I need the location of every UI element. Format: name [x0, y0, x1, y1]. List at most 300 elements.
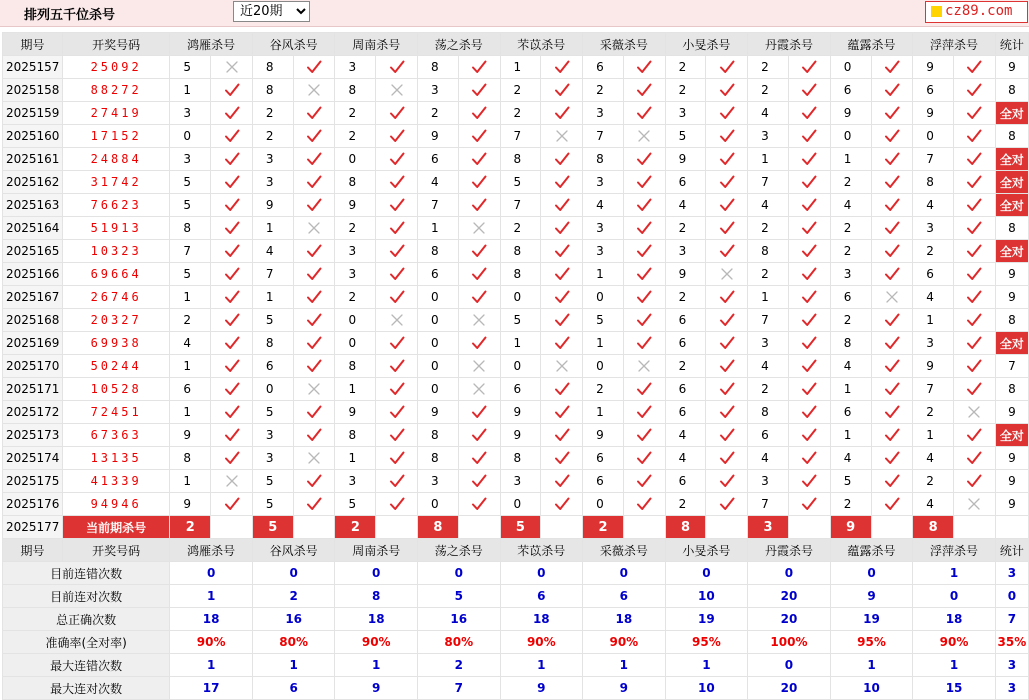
- check-icon: [706, 240, 748, 263]
- empty-cell: [706, 516, 748, 539]
- issue-number: 2025169: [3, 332, 63, 355]
- issue-number: 2025158: [3, 79, 63, 102]
- kill-number: 3: [665, 102, 706, 125]
- stats-value: 0: [500, 562, 583, 585]
- site-logo[interactable]: [925, 1, 1028, 23]
- row-stat: 8: [995, 378, 1028, 401]
- current-kill-number: 3: [748, 516, 789, 539]
- kill-number: 6: [830, 286, 871, 309]
- kill-number: 1: [748, 286, 789, 309]
- logo-text: cz89.com: [945, 3, 1013, 19]
- kill-number: 5: [335, 493, 376, 516]
- check-icon: [211, 148, 253, 171]
- kill-number: 0: [500, 355, 541, 378]
- check-icon: [293, 263, 335, 286]
- col-header-issue: 期号: [3, 33, 63, 56]
- kill-number: 2: [830, 171, 871, 194]
- kill-number: 3: [748, 332, 789, 355]
- kill-number: 4: [748, 194, 789, 217]
- kill-number: 2: [748, 263, 789, 286]
- cross-icon: [706, 263, 748, 286]
- kill-number: 4: [913, 493, 954, 516]
- check-icon: [293, 194, 335, 217]
- check-icon: [541, 401, 583, 424]
- kill-number: 1: [583, 263, 624, 286]
- stats-value: 9: [583, 677, 666, 700]
- stats-label: 总正确次数: [3, 608, 170, 631]
- check-icon: [458, 447, 500, 470]
- check-icon: [541, 148, 583, 171]
- empty-cell: [995, 516, 1028, 539]
- draw-number: 51913: [62, 217, 169, 240]
- kill-number: 3: [583, 217, 624, 240]
- check-icon: [788, 263, 830, 286]
- kill-number: 3: [252, 148, 293, 171]
- current-kill-row: [3, 516, 1029, 539]
- check-icon: [954, 194, 996, 217]
- draw-number: 17152: [62, 125, 169, 148]
- current-kill-number: 8: [417, 516, 458, 539]
- current-kill-number: 2: [170, 516, 211, 539]
- check-icon: [788, 309, 830, 332]
- kill-number: 7: [500, 125, 541, 148]
- stats-value: 1: [665, 654, 748, 677]
- cross-icon: [623, 125, 665, 148]
- table-row: [3, 194, 1029, 217]
- kill-number: 0: [417, 286, 458, 309]
- check-icon: [623, 424, 665, 447]
- check-icon: [376, 171, 418, 194]
- row-stat: 9: [995, 401, 1028, 424]
- check-icon: [706, 194, 748, 217]
- kill-number: 6: [583, 56, 624, 79]
- kill-number: 3: [170, 102, 211, 125]
- stats-value: 17: [170, 677, 253, 700]
- kill-number: 7: [252, 263, 293, 286]
- kill-number: 5: [252, 401, 293, 424]
- issue-number: 2025171: [3, 378, 63, 401]
- col-header-method: 周南杀号: [335, 33, 418, 56]
- check-icon: [293, 240, 335, 263]
- check-icon: [458, 470, 500, 493]
- cross-icon: [458, 309, 500, 332]
- check-icon: [541, 102, 583, 125]
- check-icon: [376, 493, 418, 516]
- cross-icon: [541, 125, 583, 148]
- kill-number: 6: [913, 79, 954, 102]
- kill-number: 0: [417, 378, 458, 401]
- stats-value: 16: [252, 608, 335, 631]
- kill-number: 3: [583, 102, 624, 125]
- check-icon: [623, 102, 665, 125]
- check-icon: [211, 493, 253, 516]
- check-icon: [954, 56, 996, 79]
- kill-number: 3: [748, 470, 789, 493]
- kill-number: 6: [665, 332, 706, 355]
- check-icon: [376, 355, 418, 378]
- kill-number: 2: [335, 102, 376, 125]
- current-kill-number: 2: [583, 516, 624, 539]
- kill-number: 6: [665, 378, 706, 401]
- check-icon: [211, 378, 253, 401]
- check-icon: [788, 470, 830, 493]
- check-icon: [954, 148, 996, 171]
- draw-number: 27419: [62, 102, 169, 125]
- check-icon: [376, 240, 418, 263]
- issue-number: 2025175: [3, 470, 63, 493]
- check-icon: [293, 102, 335, 125]
- check-icon: [788, 148, 830, 171]
- kill-number: 2: [500, 79, 541, 102]
- kill-number: 1: [170, 286, 211, 309]
- stats-value: 0: [583, 562, 666, 585]
- col-header-method: 谷风杀号: [252, 33, 335, 56]
- draw-number: 10323: [62, 240, 169, 263]
- kill-number: 2: [583, 79, 624, 102]
- kill-number: 3: [583, 171, 624, 194]
- kill-number: 1: [830, 148, 871, 171]
- issue-number: 2025160: [3, 125, 63, 148]
- check-icon: [871, 309, 913, 332]
- kill-number: 1: [170, 470, 211, 493]
- check-icon: [541, 217, 583, 240]
- issue-number: 2025167: [3, 286, 63, 309]
- table-row: [3, 148, 1029, 171]
- stats-value: 8: [335, 585, 418, 608]
- table-row: [3, 263, 1029, 286]
- logo-square-icon: [931, 6, 942, 17]
- cross-icon: [954, 401, 996, 424]
- check-icon: [293, 470, 335, 493]
- kill-number: 1: [170, 401, 211, 424]
- kill-number: 8: [417, 56, 458, 79]
- page-title: 排列五千位杀号: [24, 8, 116, 23]
- kill-number: 9: [913, 355, 954, 378]
- kill-number: 7: [748, 309, 789, 332]
- stats-value: 1: [335, 654, 418, 677]
- check-icon: [954, 332, 996, 355]
- check-icon: [871, 447, 913, 470]
- empty-cell: [293, 516, 335, 539]
- kill-number: 2: [665, 217, 706, 240]
- check-icon: [706, 447, 748, 470]
- check-icon: [623, 447, 665, 470]
- table-row: [3, 447, 1029, 470]
- stats-header-row: [3, 539, 1029, 562]
- stats-value: 1: [170, 585, 253, 608]
- check-icon: [541, 447, 583, 470]
- kill-number: 2: [748, 56, 789, 79]
- issue-number: 2025170: [3, 355, 63, 378]
- kill-number: 3: [335, 56, 376, 79]
- stats-value: 9: [335, 677, 418, 700]
- kill-number: 3: [335, 470, 376, 493]
- stats-total-value: 3: [995, 677, 1028, 700]
- check-icon: [623, 286, 665, 309]
- kill-number: 8: [170, 217, 211, 240]
- kill-number: 9: [252, 194, 293, 217]
- check-icon: [376, 102, 418, 125]
- check-icon: [458, 332, 500, 355]
- stats-value: 0: [417, 562, 500, 585]
- kill-number: 7: [500, 194, 541, 217]
- period-select[interactable]: [233, 1, 310, 22]
- issue-number: 2025166: [3, 263, 63, 286]
- check-icon: [458, 493, 500, 516]
- kill-number: 8: [583, 148, 624, 171]
- kill-number: 2: [913, 401, 954, 424]
- kill-number: 8: [500, 447, 541, 470]
- kill-number: 0: [830, 56, 871, 79]
- table-row: [3, 217, 1029, 240]
- check-icon: [788, 332, 830, 355]
- cross-icon: [871, 286, 913, 309]
- cross-icon: [954, 493, 996, 516]
- kill-number: 6: [913, 263, 954, 286]
- check-icon: [376, 332, 418, 355]
- kill-number: 3: [417, 79, 458, 102]
- check-icon: [623, 194, 665, 217]
- check-icon: [541, 378, 583, 401]
- stats-label: 目前连对次数: [3, 585, 170, 608]
- row-stat: 9: [995, 286, 1028, 309]
- check-icon: [623, 401, 665, 424]
- check-icon: [458, 194, 500, 217]
- kill-number: 1: [748, 148, 789, 171]
- kill-number: 8: [748, 240, 789, 263]
- kill-number: 4: [665, 424, 706, 447]
- check-icon: [871, 125, 913, 148]
- kill-number: 2: [417, 102, 458, 125]
- stats-value: 20: [748, 608, 831, 631]
- kill-number: 9: [500, 424, 541, 447]
- issue-number: 2025164: [3, 217, 63, 240]
- col-header-method: 鸿雁杀号: [170, 33, 253, 56]
- check-icon: [623, 378, 665, 401]
- kill-number: 9: [417, 125, 458, 148]
- kill-number: 1: [500, 56, 541, 79]
- check-icon: [293, 286, 335, 309]
- draw-number: 26746: [62, 286, 169, 309]
- stats-value: 1: [913, 562, 996, 585]
- col-header-method: 荡之杀号: [417, 33, 500, 56]
- kill-number: 1: [335, 447, 376, 470]
- check-icon: [541, 424, 583, 447]
- stats-value: 10: [665, 585, 748, 608]
- check-icon: [788, 240, 830, 263]
- check-icon: [871, 424, 913, 447]
- kill-number: 9: [913, 102, 954, 125]
- kill-number: 6: [417, 148, 458, 171]
- empty-cell: [623, 516, 665, 539]
- check-icon: [458, 263, 500, 286]
- stats-value: 1: [830, 654, 913, 677]
- check-icon: [788, 217, 830, 240]
- check-icon: [788, 447, 830, 470]
- stats-value: 2: [417, 654, 500, 677]
- stats-value: 10: [830, 677, 913, 700]
- draw-number: 24884: [62, 148, 169, 171]
- check-icon: [623, 217, 665, 240]
- kill-number: 8: [500, 148, 541, 171]
- kill-number: 3: [665, 240, 706, 263]
- row-stat: 9: [995, 263, 1028, 286]
- kill-number: 2: [665, 355, 706, 378]
- col-header-total: 统计: [995, 33, 1028, 56]
- kill-number: 9: [170, 424, 211, 447]
- kill-number: 1: [335, 378, 376, 401]
- col-header-method: 丹霞杀号: [748, 33, 831, 56]
- stats-value: 0: [748, 654, 831, 677]
- issue-number: 2025159: [3, 102, 63, 125]
- cross-icon: [458, 355, 500, 378]
- check-icon: [706, 309, 748, 332]
- kill-number: 6: [665, 171, 706, 194]
- kill-number: 0: [583, 286, 624, 309]
- check-icon: [293, 125, 335, 148]
- col-header-method: 小旻杀号: [665, 33, 748, 56]
- empty-cell: [458, 516, 500, 539]
- table-row: [3, 125, 1029, 148]
- check-icon: [211, 355, 253, 378]
- kill-number: 8: [335, 79, 376, 102]
- check-icon: [871, 355, 913, 378]
- draw-number: 67363: [62, 424, 169, 447]
- stats-value: 100%: [748, 631, 831, 654]
- kill-number: 6: [583, 447, 624, 470]
- kill-number: 4: [748, 102, 789, 125]
- stats-value: 95%: [665, 631, 748, 654]
- all-correct-badge: 全对: [995, 148, 1028, 171]
- stats-value: 1: [170, 654, 253, 677]
- check-icon: [954, 240, 996, 263]
- kill-number: 4: [830, 355, 871, 378]
- kill-number: 8: [913, 171, 954, 194]
- kill-number: 7: [748, 493, 789, 516]
- check-icon: [623, 493, 665, 516]
- stats-total-value: 3: [995, 654, 1028, 677]
- check-icon: [211, 125, 253, 148]
- kill-number: 4: [583, 194, 624, 217]
- check-icon: [376, 401, 418, 424]
- stats-row: [3, 677, 1029, 700]
- check-icon: [954, 424, 996, 447]
- kill-number: 1: [913, 424, 954, 447]
- stats-value: 6: [500, 585, 583, 608]
- kill-number: 2: [830, 240, 871, 263]
- row-stat: 8: [995, 309, 1028, 332]
- kill-number: 5: [252, 470, 293, 493]
- stats-value: 90%: [335, 631, 418, 654]
- kill-number: 2: [665, 493, 706, 516]
- kill-number: 4: [913, 447, 954, 470]
- empty-cell: [788, 516, 830, 539]
- check-icon: [458, 240, 500, 263]
- all-correct-badge: 全对: [995, 171, 1028, 194]
- kill-number: 7: [913, 378, 954, 401]
- check-icon: [458, 171, 500, 194]
- check-icon: [623, 240, 665, 263]
- kill-number: 4: [748, 355, 789, 378]
- check-icon: [788, 171, 830, 194]
- kill-number: 8: [170, 447, 211, 470]
- kill-number: 6: [252, 355, 293, 378]
- kill-number: 2: [830, 217, 871, 240]
- kill-number: 0: [252, 378, 293, 401]
- kill-number: 5: [500, 171, 541, 194]
- empty-cell: [871, 516, 913, 539]
- kill-number: 0: [417, 309, 458, 332]
- check-icon: [211, 424, 253, 447]
- current-kill-label: 当前期杀号: [62, 516, 169, 539]
- kill-number: 2: [170, 309, 211, 332]
- stats-value: 18: [500, 608, 583, 631]
- check-icon: [706, 332, 748, 355]
- check-icon: [541, 263, 583, 286]
- kill-number: 6: [417, 263, 458, 286]
- current-kill-number: 5: [500, 516, 541, 539]
- stats-value: 18: [913, 608, 996, 631]
- col-header-method: 鸿雁杀号: [170, 539, 253, 562]
- kill-number: 1: [500, 332, 541, 355]
- check-icon: [541, 309, 583, 332]
- check-icon: [376, 470, 418, 493]
- check-icon: [788, 102, 830, 125]
- check-icon: [458, 401, 500, 424]
- kill-number: 4: [748, 447, 789, 470]
- cross-icon: [376, 79, 418, 102]
- check-icon: [871, 217, 913, 240]
- kill-number: 0: [583, 493, 624, 516]
- stats-value: 10: [665, 677, 748, 700]
- stats-value: 80%: [252, 631, 335, 654]
- cross-icon: [376, 309, 418, 332]
- check-icon: [788, 286, 830, 309]
- stats-row: [3, 631, 1029, 654]
- check-icon: [623, 332, 665, 355]
- kill-number: 6: [830, 401, 871, 424]
- draw-number: 13135: [62, 447, 169, 470]
- stats-value: 9: [830, 585, 913, 608]
- current-kill-number: 2: [335, 516, 376, 539]
- cross-icon: [211, 470, 253, 493]
- stats-value: 18: [170, 608, 253, 631]
- check-icon: [954, 286, 996, 309]
- stats-value: 0: [335, 562, 418, 585]
- check-icon: [293, 148, 335, 171]
- table-row: [3, 424, 1029, 447]
- check-icon: [293, 401, 335, 424]
- col-header-method: 采薇杀号: [583, 33, 666, 56]
- kill-number: 3: [335, 240, 376, 263]
- kill-number: 8: [335, 355, 376, 378]
- kill-number: 4: [913, 286, 954, 309]
- kill-number: 5: [500, 309, 541, 332]
- check-icon: [458, 148, 500, 171]
- kill-number: 1: [170, 79, 211, 102]
- kill-number: 3: [335, 263, 376, 286]
- check-icon: [871, 493, 913, 516]
- stats-value: 95%: [830, 631, 913, 654]
- kill-number: 6: [170, 378, 211, 401]
- stats-value: 5: [417, 585, 500, 608]
- all-correct-badge: 全对: [995, 194, 1028, 217]
- kill-number: 2: [335, 217, 376, 240]
- stats-label: 最大连错次数: [3, 654, 170, 677]
- issue-number: 2025161: [3, 148, 63, 171]
- check-icon: [871, 194, 913, 217]
- issue-number: 2025176: [3, 493, 63, 516]
